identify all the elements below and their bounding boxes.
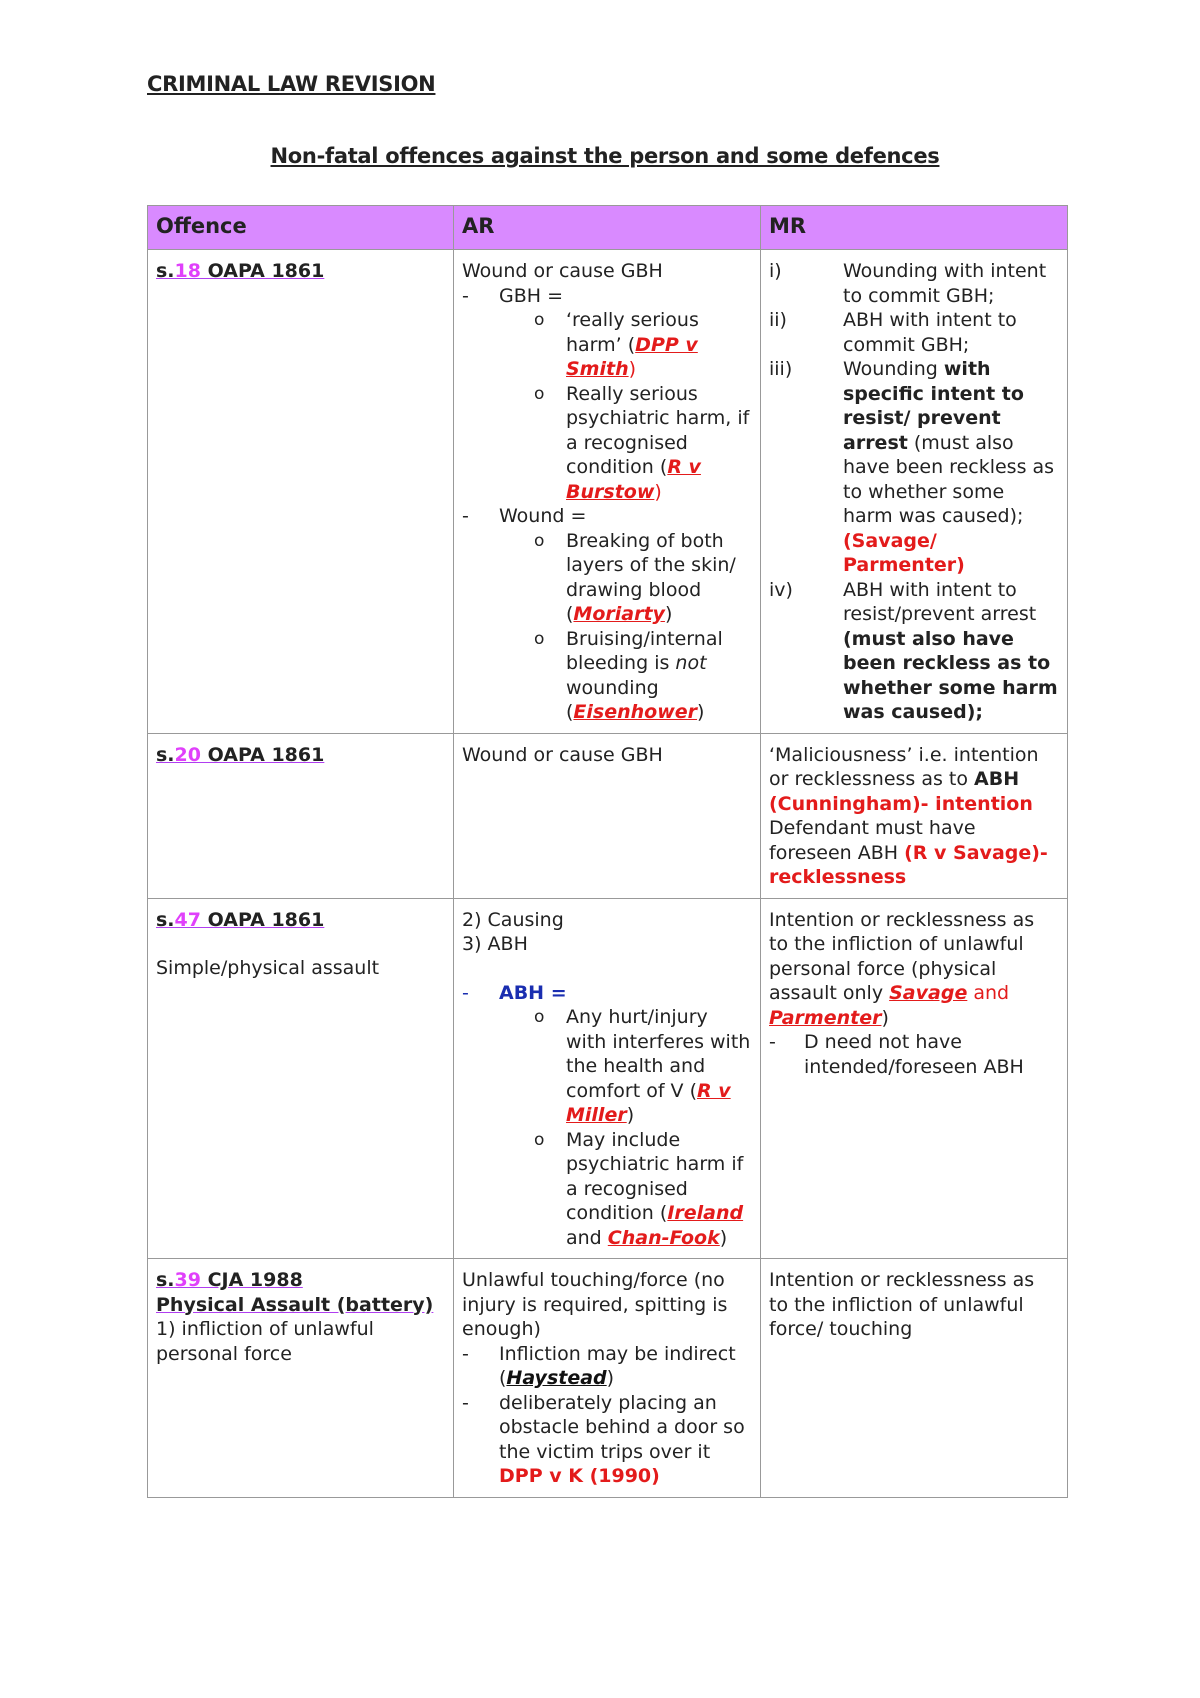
case-citation: Haystead <box>506 1367 607 1389</box>
ar-cell <box>454 1259 761 1498</box>
list-item: o ‘really serious harm’ (DPP v Smith) <box>566 308 752 382</box>
ar-line: 2) Causing <box>462 908 564 931</box>
offence-heading: Physical Assault (battery) <box>156 1293 434 1316</box>
list-item: - Wound = o Breaking of both layers of the skin/ drawing blood (Moriarty) o Bruising/internal bleeding is not wounding (Eisenhower) <box>499 504 752 725</box>
offence-cell <box>148 250 454 734</box>
table-header-row <box>148 206 1068 250</box>
header-mr: MR <box>761 206 1068 250</box>
case-citation: Parmenter <box>769 1006 882 1029</box>
ar-cell <box>454 898 761 1259</box>
case-citation: Chan-Fook <box>607 1226 720 1249</box>
case-citation: Moriarty <box>573 603 665 625</box>
case-citation: (R v Savage)- recklessness <box>769 841 1048 888</box>
mr-item: iv) ABH with intent to resist/prevent arrest (must also have been reckless as to whether some harm was caused); <box>769 578 1058 723</box>
statute-heading: s.20 OAPA 1861 <box>156 743 325 766</box>
statute-heading: s.18 OAPA 1861 <box>156 260 325 282</box>
case-citation: DPP v K (1990) <box>499 1465 660 1487</box>
list-item: o Bruising/internal bleeding is not wounding (Eisenhower) <box>566 627 752 725</box>
list-item: o Any hurt/injury with interferes with the health and comfort of V (R v Miller) <box>566 1005 752 1128</box>
list-item: - Infliction may be indirect (Haystead) <box>499 1342 752 1391</box>
list-item: o Really serious psychiatric harm, if a recognised condition (R v Burstow) <box>566 382 752 505</box>
statute-heading: s.39 CJA 1988 <box>156 1269 303 1291</box>
header-offence: Offence <box>148 206 454 250</box>
case-citation: Savage <box>889 982 968 1004</box>
document-title: CRIMINAL LAW REVISION <box>147 72 436 96</box>
list-item: - GBH = o ‘really serious harm’ (DPP v Smith) o Really serious psychiatric harm, if a recognised condition (R v Burstow) <box>499 284 752 505</box>
offence-cell <box>148 733 454 898</box>
mr-cell: ‘Maliciousness’ i.e. intention or recklessness as to ABH (Cunningham)- intention Defendant must have foreseen ABH (R v Savage)- recklessness <box>761 733 1068 898</box>
case-citation: R v Miller <box>566 1079 731 1126</box>
ar-intro: Wound or cause GBH <box>462 260 663 282</box>
document-subtitle: Non-fatal offences against the person and some defences <box>270 144 940 168</box>
mr-cell <box>761 250 1068 734</box>
list-item: o Breaking of both layers of the skin/ drawing blood (Moriarty) <box>566 529 752 627</box>
table-row <box>148 250 1068 734</box>
header-ar: AR <box>454 206 761 250</box>
mr-item: iii) Wounding with specific intent to resist/ prevent arrest (must also have been reckless as to whether some harm was caused);(Savage/ Parmenter) <box>769 358 1055 576</box>
ar-intro: Unlawful touching/force (no injury is required, spitting is enough) <box>462 1269 728 1340</box>
mr-item: ii) ABH with intent to commit GBH; <box>769 309 1017 356</box>
table-row <box>148 733 1068 898</box>
table-row <box>148 1259 1068 1498</box>
mr-cell: Intention or recklessness as to the infliction of unlawful force/ touching <box>761 1259 1068 1498</box>
mr-item: i) Wounding with intent to commit GBH; <box>769 260 1047 307</box>
offence-cell <box>148 1259 454 1498</box>
case-citation: Ireland <box>667 1202 744 1224</box>
ar-cell <box>454 250 761 734</box>
case-citation: Eisenhower <box>573 701 698 723</box>
mr-cell: Intention or recklessness as to the infliction of unlawful personal force (physical assault only Savage and Parmenter) - D need not have intended/foreseen ABH <box>761 898 1068 1259</box>
list-item: - D need not have intended/foreseen ABH <box>769 1030 1059 1079</box>
case-citation: DPP v Smith <box>566 333 698 380</box>
list-item: o May include psychiatric harm if a recognised condition (Ireland and Chan-Fook) <box>566 1128 752 1251</box>
case-citation: (Savage/ Parmenter) <box>843 529 965 576</box>
ar-cell: Wound or cause GBH <box>454 733 761 898</box>
list-item: - ABH = o Any hurt/injury with interferes with the health and comfort of V (R v Miller) o May include psychiatric harm if a recognised condition (Ireland and Chan-Fook) <box>499 981 752 1251</box>
offence-cell <box>148 898 454 1259</box>
case-citation: R v Burstow <box>566 456 701 503</box>
case-citation: (Cunningham)- intention <box>769 792 1033 815</box>
list-item: - deliberately placing an obstacle behind a door so the victim trips over it DPP v K (1990) <box>499 1391 752 1489</box>
offence-description: 1) infliction of unlawful personal force <box>156 1318 374 1365</box>
offences-table <box>147 205 1068 1498</box>
statute-heading: s.47 OAPA 1861 <box>156 908 325 931</box>
ar-line: 3) ABH <box>462 933 528 955</box>
table-row <box>148 898 1068 1259</box>
offence-description: Simple/physical assault <box>156 957 380 979</box>
